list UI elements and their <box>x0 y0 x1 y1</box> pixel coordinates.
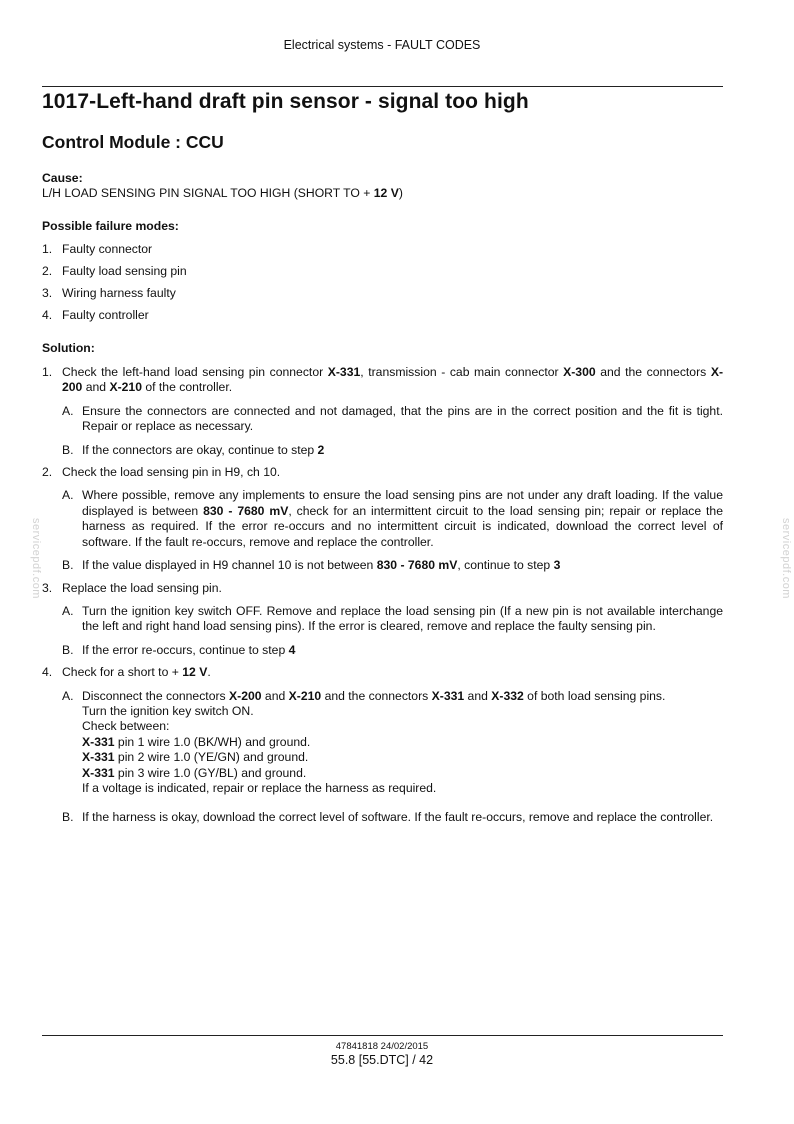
text-part: and <box>464 688 492 703</box>
connector-ref: X-210 <box>109 380 142 395</box>
voltage-range: 830 - 7680 mV <box>203 503 289 518</box>
pin-check-line <box>82 735 723 750</box>
header-rule <box>42 86 723 87</box>
solution-heading: Solution: <box>42 340 95 355</box>
substep-2b <box>62 558 723 573</box>
substep-letter: B. <box>62 810 74 825</box>
watermark-right: servicepdf.com <box>780 518 792 599</box>
text-part: pin 3 wire 1.0 (GY/BL) and ground. <box>114 765 307 780</box>
substep-text <box>82 689 723 797</box>
text-part: If the connectors are okay, continue to step <box>82 442 318 457</box>
failure-modes-list <box>42 242 723 323</box>
step-ref: 4 <box>288 642 296 657</box>
substep-2a <box>62 488 723 550</box>
substep-text <box>82 558 723 573</box>
substep-text <box>82 488 723 550</box>
running-header: Electrical systems - FAULT CODES <box>283 38 481 52</box>
connector-ref: X-332 <box>491 688 524 703</box>
text-part: and the connectors <box>595 365 711 380</box>
substep-letter: A. <box>62 688 74 703</box>
solution-step-3 <box>42 581 723 596</box>
list-item <box>42 242 723 257</box>
connector-ref: X-200 <box>62 365 723 395</box>
text-part: , transmission - cab main connector <box>360 365 564 380</box>
substep-letter: B. <box>62 442 74 457</box>
substep-text <box>82 443 723 458</box>
item-text: Wiring harness faulty <box>62 286 176 301</box>
step-text: Replace the load sensing pin. <box>62 580 222 595</box>
document-number: 47841818 24/02/2015 <box>335 1041 429 1052</box>
cause-text-part: ) <box>398 186 403 201</box>
substep-line: Check between: <box>82 719 170 734</box>
text-part: Where possible, remove any implements to ensure the load sensing pins are not under any draft loading. If the value displayed is between <box>82 488 723 518</box>
pin-check-line <box>82 750 723 765</box>
text-part: Check for a short to + <box>62 665 183 680</box>
step-number: 4. <box>42 665 53 680</box>
text-part: Check the left-hand load sensing pin connector <box>62 365 328 380</box>
step-number: 3. <box>42 580 53 595</box>
substep-3b <box>62 643 723 658</box>
item-text: Faulty controller <box>62 308 149 323</box>
substep-letter: A. <box>62 403 74 418</box>
item-text: Faulty connector <box>62 242 153 257</box>
step-number: 2. <box>42 465 53 480</box>
control-module-heading: Control Module : CCU <box>42 132 224 152</box>
failure-modes-heading: Possible failure modes: <box>42 218 179 233</box>
substep-1b <box>62 443 723 458</box>
step-ref: 3 <box>553 558 561 573</box>
substep-letter: A. <box>62 603 74 618</box>
text-part: , check for an intermittent circuit to the load sensing pin; repair or replace the harness as required. If the error re-occurs and no intermittent circuit is indicated, download the correct level of software. If the fault re-occurs, remove and replace the controller. <box>82 503 723 549</box>
cause-text-part: L/H LOAD SENSING PIN SIGNAL TOO HIGH (SHORT TO + <box>42 186 374 201</box>
item-number: 4. <box>42 308 53 323</box>
connector-ref: X-210 <box>288 688 322 703</box>
text-part: and <box>82 380 110 395</box>
list-item <box>42 308 723 323</box>
item-number: 2. <box>42 264 53 279</box>
text-part: pin 2 wire 1.0 (YE/GN) and ground. <box>114 750 309 765</box>
substep-4a <box>62 689 723 797</box>
solution-step-4 <box>42 665 723 680</box>
text-part: of the controller. <box>141 380 233 395</box>
text-part: of both load sensing pins. <box>523 688 666 703</box>
step-ref: 2 <box>317 442 325 457</box>
substep-text <box>82 643 723 658</box>
item-number: 1. <box>42 242 53 257</box>
substep-letter: B. <box>62 558 74 573</box>
connector-ref: X-300 <box>563 365 596 380</box>
substep-text: If the harness is okay, download the correct level of software. If the fault re-occurs, remove and replace the controller. <box>82 810 714 825</box>
connector-ref: X-331 <box>327 365 361 380</box>
text-part: If the value displayed in H9 channel 10 is not between <box>82 558 377 573</box>
text-part: and the connectors <box>321 688 432 703</box>
text-part: If the error re-occurs, continue to step <box>82 642 289 657</box>
substep-line: Turn the ignition key switch ON. <box>82 703 254 718</box>
page-number: 55.8 [55.DTC] / 42 <box>330 1053 434 1067</box>
substep-letter: B. <box>62 642 74 657</box>
item-text: Faulty load sensing pin <box>62 264 187 279</box>
solution-step-1 <box>42 365 723 396</box>
substep-text: Turn the ignition key switch OFF. Remove and replace the load sensing pin (If a new pin is not available interchange the left and right hand load sensing pins). If the error is cleared, remove and replace the faulty sensing pin. <box>82 603 723 634</box>
cause-voltage: 12 V <box>373 186 399 201</box>
substep-3a <box>62 604 723 635</box>
substep-line: If a voltage is indicated, repair or replace the harness as required. <box>82 780 437 795</box>
list-item <box>42 264 723 279</box>
watermark-left: servicepdf.com <box>30 518 42 599</box>
substep-letter: A. <box>62 488 74 503</box>
substep-text: Ensure the connectors are connected and not damaged, that the pins are in the correct position and the fit is tight. Repair or replace as necessary. <box>82 403 723 434</box>
cause-heading: Cause: <box>42 171 83 185</box>
connector-ref: X-331 <box>431 688 465 703</box>
step-number: 1. <box>42 365 53 380</box>
connector-ref: X-331 <box>82 765 115 780</box>
text-part: , continue to step <box>457 558 554 573</box>
fault-code-title: 1017-Left-hand draft pin sensor - signal too high <box>42 90 529 113</box>
list-item <box>42 286 723 301</box>
fault-code-body <box>42 171 723 826</box>
substep-1a <box>62 404 723 435</box>
solution-step-2 <box>42 465 723 480</box>
text-part: . <box>207 665 211 680</box>
voltage-ref: 12 V <box>182 665 208 680</box>
cause-text <box>42 186 723 201</box>
text-part: pin 1 wire 1.0 (BK/WH) and ground. <box>114 734 311 749</box>
substep-line <box>82 689 723 704</box>
voltage-range: 830 - 7680 mV <box>376 558 458 573</box>
connector-ref: X-200 <box>229 688 262 703</box>
step-text <box>62 665 723 680</box>
pin-check-line <box>82 766 723 781</box>
substep-4b <box>62 810 723 825</box>
connector-ref: X-331 <box>82 734 115 749</box>
text-part: Disconnect the connectors <box>82 688 230 703</box>
item-number: 3. <box>42 286 53 301</box>
step-text <box>62 365 723 396</box>
connector-ref: X-331 <box>82 750 115 765</box>
step-text: Check the load sensing pin in H9, ch 10. <box>62 465 281 480</box>
footer-rule <box>42 1035 723 1036</box>
text-part: and <box>261 688 289 703</box>
